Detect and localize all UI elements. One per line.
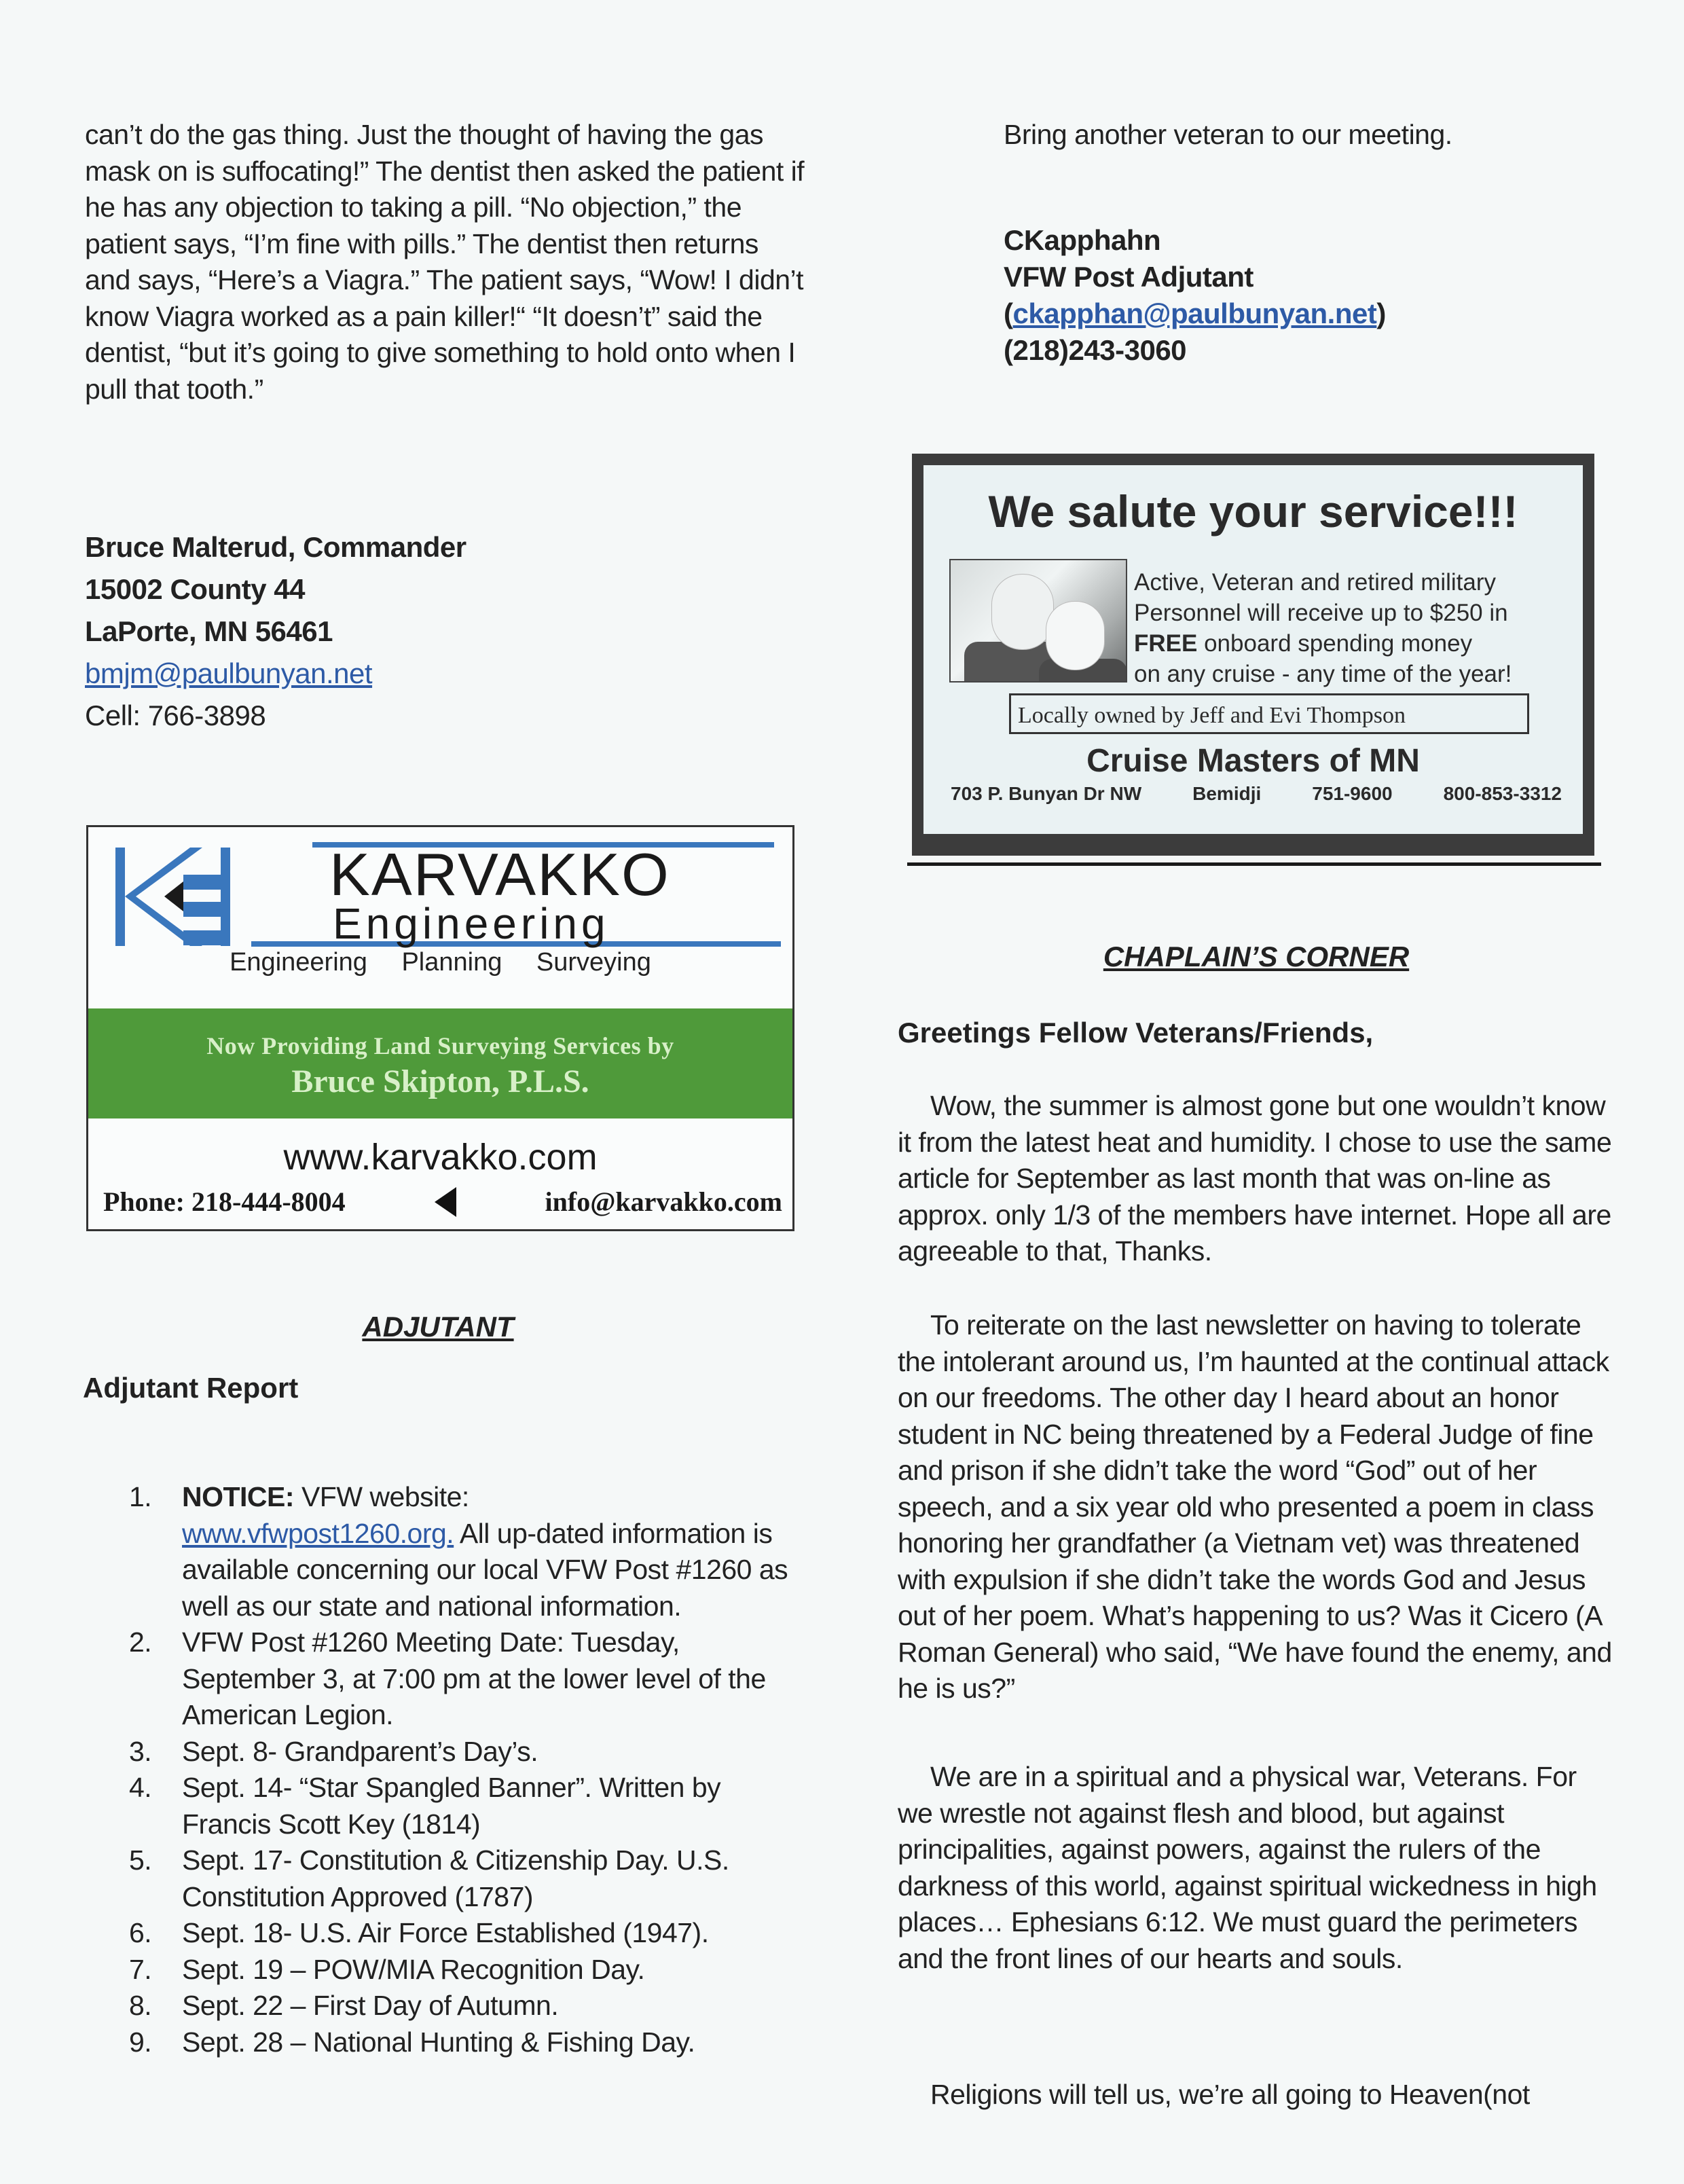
adjutant-signature	[1004, 222, 1386, 369]
adjutant-heading: ADJUTANT	[362, 1311, 514, 1343]
karvakko-banner-line2: Bruce Skipton, P.L.S.	[291, 1063, 589, 1099]
karvakko-ke-logo-icon	[115, 848, 319, 949]
chaplain-paragraph: Religions will tell us, we’re all going to Heaven(not	[930, 2079, 1530, 2110]
karvakko-ad	[86, 825, 794, 1231]
cruise-masters-ad	[912, 454, 1594, 856]
list-number: 8.	[129, 1990, 152, 2021]
list-item	[129, 1952, 808, 1988]
list-number: 7.	[129, 1953, 152, 1985]
karvakko-phone: Phone: 218-444-8004	[103, 1186, 346, 1217]
commander-contact	[85, 526, 696, 737]
list-item-text: Sept. 18- U.S. Air Force Established (1947).	[182, 1917, 709, 1948]
cruise-phone-toll: 800-853-3312	[1443, 783, 1562, 804]
list-item	[129, 1842, 808, 1915]
cruise-ad-title: We salute your service!!!	[988, 486, 1518, 536]
adjutant-email-link[interactable]: ckapphan@paulbunyan.net	[1012, 297, 1377, 329]
karvakko-subtitle: Engineering	[333, 899, 610, 948]
cruise-city: Bemidji	[1192, 783, 1262, 804]
vfw-website-link[interactable]: www.vfwpost1260.org.	[182, 1517, 454, 1549]
offer-free: FREE	[1134, 630, 1198, 657]
list-item	[129, 2024, 808, 2061]
list-item-text: Sept. 8- Grandparent’s Day’s.	[182, 1735, 538, 1767]
commander-cell: Cell: 766-3898	[85, 699, 266, 731]
list-number: 5.	[129, 1844, 152, 1876]
offer-line: Personnel will receive up to $250 in	[1134, 600, 1508, 626]
offer-line: Active, Veteran and retired military	[1134, 569, 1497, 596]
chaplain-paragraph: Wow, the summer is almost gone but one wouldn’t know it from the latest heat and humidity. I chose to use the same article for September as last month that was on-line as approx. only 1/3 of the members have internet. Hope all are agreeable to that, Thanks.	[898, 1090, 1612, 1267]
chaplain-heading: CHAPLAIN’S CORNER	[1103, 941, 1410, 972]
list-number: 4.	[129, 1772, 152, 1803]
karvakko-banner	[88, 1008, 792, 1118]
list-item-text: Sept. 17- Constitution & Citizenship Day. U.S. Constitution Approved (1787)	[182, 1844, 729, 1912]
list-number: 3.	[129, 1735, 152, 1767]
list-item	[129, 1624, 808, 1734]
list-item	[129, 1915, 808, 1952]
cruise-ad-owners: Locally owned by Jeff and Evi Thompson	[1009, 693, 1529, 734]
notice-text: All up-dated information is available concerning our local VFW Post #1260 as well as our state and national information.	[182, 1517, 788, 1622]
commander-email-link[interactable]: bmjm@paulbunyan.net	[85, 657, 373, 689]
offer-line-rest: onboard spending money	[1197, 630, 1473, 657]
cruise-address: 703 P. Bunyan Dr NW	[951, 783, 1142, 804]
karvakko-company-name: KARVAKKO	[329, 841, 670, 908]
adjutant-email-line: (ckapphan@paulbunyan.net)	[1004, 297, 1386, 329]
chaplain-greeting: Greetings Fellow Veterans/Friends,	[898, 1017, 1374, 1049]
adjutant-title: VFW Post Adjutant	[1004, 261, 1253, 293]
cruise-ad-company: Cruise Masters of MN	[1086, 743, 1420, 779]
notice-pre: VFW website:	[294, 1481, 469, 1512]
cruise-ad-inner	[923, 465, 1583, 834]
list-number: 6.	[129, 1917, 152, 1948]
karvakko-email[interactable]: info@karvakko.com	[545, 1186, 782, 1217]
adjutant-list	[129, 1479, 808, 2060]
karvakko-services: Engineering Planning Surveying	[230, 948, 651, 977]
arrow-left-icon	[435, 1187, 456, 1217]
commander-address-line1: 15002 County 44	[85, 573, 305, 605]
commander-address-line2: LaPorte, MN 56461	[85, 615, 333, 647]
adjutant-report-title: Adjutant Report	[83, 1372, 299, 1404]
offer-line: on any cruise - any time of the year!	[1134, 661, 1512, 687]
karvakko-banner-line1: Now Providing Land Surveying Services by	[206, 1032, 674, 1059]
list-number: 9.	[129, 2026, 152, 2058]
cruise-phone-local: 751-9600	[1312, 783, 1393, 804]
list-item	[129, 1988, 808, 2024]
offer-line	[1134, 628, 1582, 659]
list-item-text: Sept. 14- “Star Spangled Banner”. Written by Francis Scott Key (1814)	[182, 1772, 721, 1840]
karvakko-website[interactable]: www.karvakko.com	[283, 1137, 598, 1178]
adjutant-name: CKapphahn	[1004, 224, 1161, 256]
list-item	[129, 1734, 808, 1770]
list-number: 2.	[129, 1626, 152, 1658]
notice-label: NOTICE:	[182, 1481, 295, 1512]
list-number: 1.	[129, 1481, 152, 1512]
cruise-ad-offer	[1134, 567, 1582, 689]
joke-paragraph: can’t do the gas thing. Just the thought of having the gas mask on is suffocating!” The dentist then asked the patient if he has any objection to taking a pill. “No objection,” the patient says, “I’m fine with pills.” The dentist then returns and says, “Here’s a Viagra.” The patient says, “Wow! I didn’t know Viagra worked as a pain killer!“ “It doesn’t” said the dentist, “but it’s going to give something to hold onto when I pull that tooth.”	[85, 119, 805, 405]
owners-photo	[949, 559, 1127, 682]
list-item	[129, 1770, 808, 1842]
commander-name: Bruce Malterud, Commander	[85, 531, 466, 563]
list-item-text: Sept. 22 – First Day of Autumn.	[182, 1990, 559, 2021]
chaplain-paragraph: We are in a spiritual and a physical war, Veterans. For we wrestle not against flesh and blood, but against principalities, against powers, against the rulers of the darkness of this world, against spiritual wickedness in high places… Ephesians 6:12. We must guard the perimeters and the front lines of our hearts and souls.	[898, 1761, 1597, 1974]
cruise-ad-address-row	[951, 783, 1562, 805]
bring-veteran-note: Bring another veteran to our meeting.	[1004, 119, 1452, 150]
adjutant-phone: (218)243-3060	[1004, 334, 1187, 366]
list-item	[129, 1479, 808, 1624]
list-item-text: Sept. 28 – National Hunting & Fishing Day.	[182, 2026, 695, 2058]
karvakko-contact-row	[103, 1186, 782, 1218]
section-divider	[907, 862, 1601, 866]
list-item-text: VFW Post #1260 Meeting Date: Tuesday, September 3, at 7:00 pm at the lower level of the American Legion.	[182, 1626, 766, 1730]
list-item-text: Sept. 19 – POW/MIA Recognition Day.	[182, 1953, 645, 1985]
chaplain-paragraph: To reiterate on the last newsletter on having to tolerate the intolerant around us, I’m haunted at the continual attack on our freedoms. The other day I heard about an honor student in NC being threatened by a Federal Judge of fine and prison if she didn’t take the word “God” out of her speech, and a six year old who presented a poem in class honoring her grandfather (a Vietnam vet) was threatened with expulsion if she didn’t take the words God and Jesus out of her poem. What’s happening to us? Was it Cicero (A Roman General) who said, “We have found the enemy, and he is us?”	[898, 1309, 1612, 1704]
